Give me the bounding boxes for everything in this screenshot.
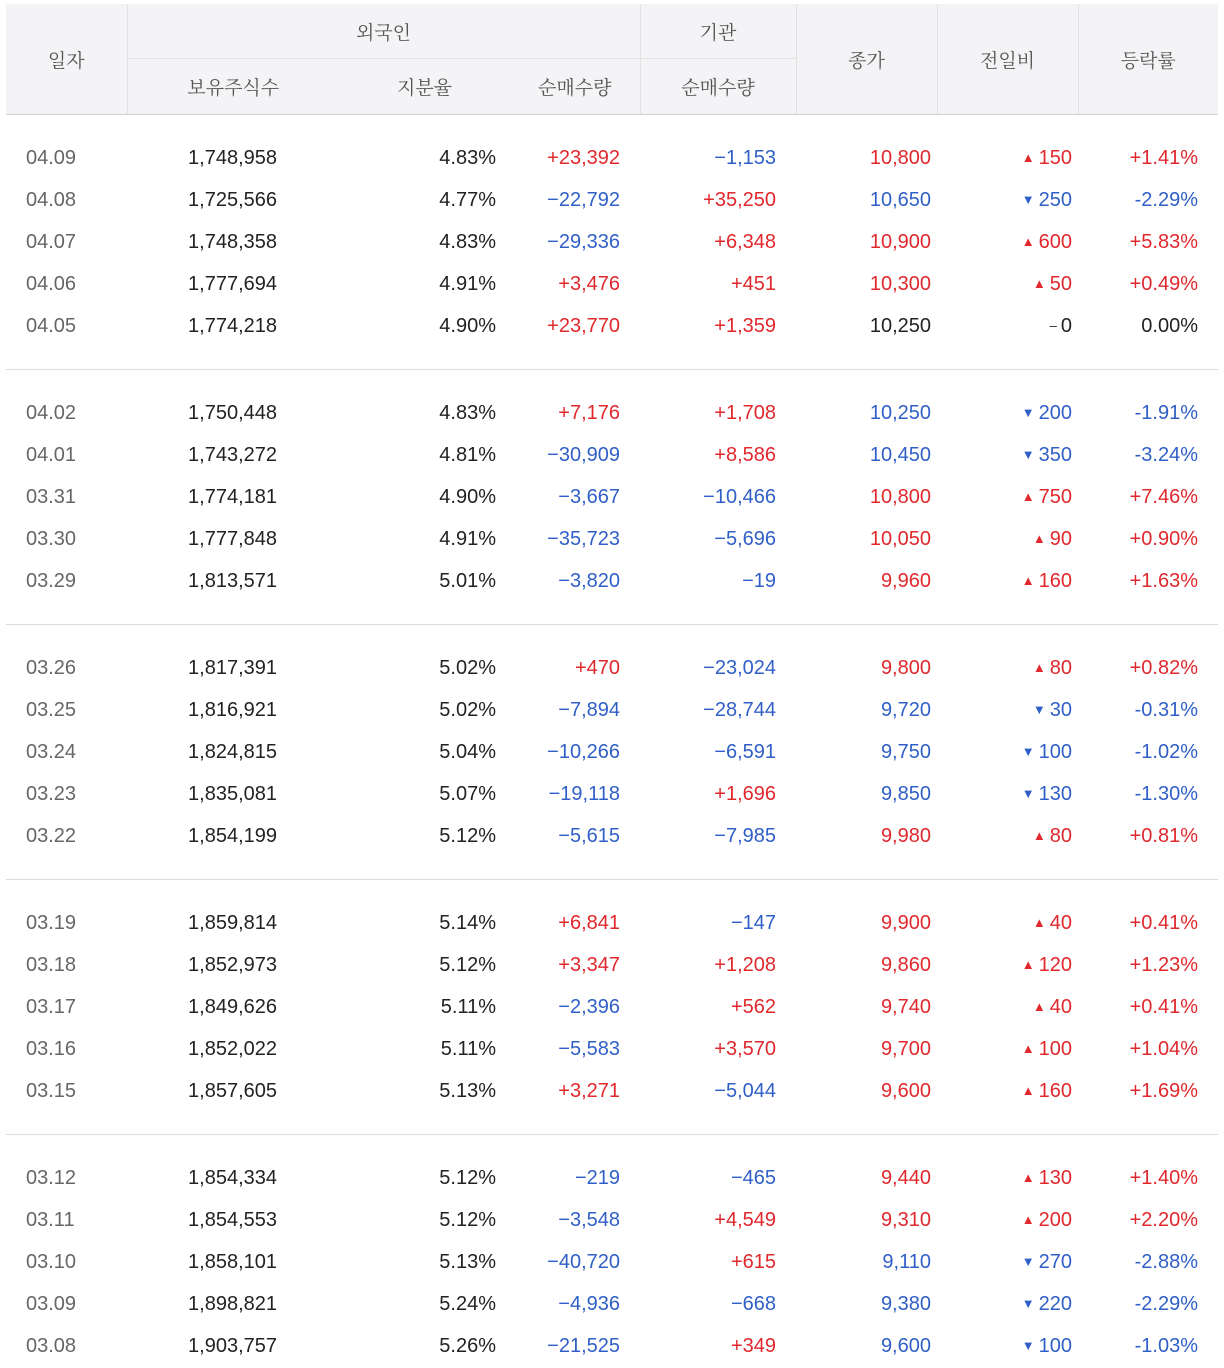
cell-diff <box>937 434 1078 476</box>
table-row[interactable] <box>6 434 1218 476</box>
cell-ratio: 4.91% <box>439 527 496 550</box>
diff-value: 100 <box>1038 740 1072 763</box>
diff-value: 90 <box>1049 527 1072 550</box>
cell-date: 04.07 <box>26 230 77 253</box>
triangle-up-icon: ▲ <box>1021 1082 1035 1098</box>
cell-holdings: 1,903,757 <box>188 1334 277 1357</box>
cell-date: 03.24 <box>26 740 77 763</box>
cell-inst-net: −465 <box>730 1166 776 1189</box>
cell-date: 03.12 <box>26 1166 77 1189</box>
cell-foreign-net: −10,266 <box>547 740 620 763</box>
cell-diff <box>937 1157 1078 1199</box>
cell-date: 03.09 <box>26 1292 77 1315</box>
cell-holdings: 1,859,814 <box>188 911 277 934</box>
cell-holdings: 1,854,553 <box>188 1208 277 1231</box>
header-ratio: 지분율 <box>339 59 510 115</box>
cell-inst-net: −19 <box>742 569 776 592</box>
cell-close: 9,980 <box>880 824 931 847</box>
cell-diff <box>937 305 1078 347</box>
cell-ratio: 5.11% <box>440 995 496 1018</box>
cell-foreign-net: −21,525 <box>547 1334 620 1357</box>
cell-rate: +7.46% <box>1129 485 1198 508</box>
table-row[interactable] <box>6 647 1218 689</box>
diff-value: 130 <box>1038 782 1072 805</box>
cell-close: 10,450 <box>869 443 931 466</box>
table-row[interactable] <box>6 1028 1218 1070</box>
cell-rate: +1.40% <box>1129 1166 1198 1189</box>
diff-value: 160 <box>1038 569 1072 592</box>
cell-diff <box>937 773 1078 815</box>
diff-value: 250 <box>1038 188 1072 211</box>
triangle-down-icon: ▼ <box>1021 1253 1035 1269</box>
cell-ratio: 4.83% <box>439 401 496 424</box>
cell-date: 03.26 <box>26 656 77 679</box>
table-row[interactable] <box>6 392 1218 434</box>
cell-date: 03.25 <box>26 698 77 721</box>
table-row[interactable] <box>6 476 1218 518</box>
cell-diff <box>937 1028 1078 1070</box>
cell-close: 9,720 <box>880 698 931 721</box>
cell-holdings: 1,725,566 <box>188 188 277 211</box>
cell-inst-net: +6,348 <box>714 230 776 253</box>
cell-ratio: 5.02% <box>439 656 496 679</box>
cell-holdings: 1,750,448 <box>188 401 277 424</box>
cell-inst-net: +1,359 <box>714 314 776 337</box>
cell-diff <box>937 1283 1078 1325</box>
cell-ratio: 4.81% <box>439 443 496 466</box>
triangle-down-icon: ▼ <box>1021 785 1035 801</box>
cell-inst-net: +349 <box>730 1334 776 1357</box>
cell-foreign-net: −3,820 <box>558 569 620 592</box>
cell-close: 9,700 <box>880 1037 931 1060</box>
cell-rate: +0.41% <box>1129 911 1198 934</box>
header-institution: 기관 <box>640 4 796 59</box>
cell-ratio: 4.90% <box>439 485 496 508</box>
triangle-up-icon: ▲ <box>1021 149 1035 165</box>
cell-date: 03.19 <box>26 911 77 934</box>
cell-diff <box>937 731 1078 773</box>
cell-close: 10,250 <box>869 401 931 424</box>
cell-close: 9,900 <box>880 911 931 934</box>
cell-foreign-net: +6,841 <box>558 911 620 934</box>
cell-holdings: 1,854,334 <box>188 1166 277 1189</box>
group-spacer <box>6 1135 1218 1158</box>
cell-close: 10,250 <box>869 314 931 337</box>
table-row[interactable] <box>6 221 1218 263</box>
cell-ratio: 5.11% <box>440 1037 496 1060</box>
cell-foreign-net: −30,909 <box>547 443 620 466</box>
cell-ratio: 5.24% <box>439 1292 496 1315</box>
table-row[interactable] <box>6 1157 1218 1199</box>
cell-foreign-net: −19,118 <box>548 782 620 805</box>
cell-inst-net: −6,591 <box>714 740 776 763</box>
cell-close: 9,750 <box>880 740 931 763</box>
cell-ratio: 5.01% <box>439 569 496 592</box>
cell-close: 10,800 <box>869 485 931 508</box>
cell-rate: +0.49% <box>1129 272 1198 295</box>
cell-holdings: 1,824,815 <box>188 740 277 763</box>
cell-diff <box>937 137 1078 179</box>
cell-inst-net: −1,153 <box>714 146 776 169</box>
table-row[interactable] <box>6 560 1218 602</box>
cell-date: 03.29 <box>26 569 77 592</box>
cell-date: 03.17 <box>26 995 77 1018</box>
cell-close: 10,800 <box>869 146 931 169</box>
header-holdings: 보유주식수 <box>127 59 339 115</box>
cell-rate: -2.29% <box>1134 188 1198 211</box>
cell-rate: +1.63% <box>1129 569 1198 592</box>
cell-date: 03.16 <box>26 1037 77 1060</box>
cell-ratio: 5.13% <box>439 1079 496 1102</box>
cell-inst-net: −668 <box>730 1292 776 1315</box>
table-row[interactable] <box>6 263 1218 305</box>
group-spacer <box>6 625 1218 648</box>
table-header <box>6 4 1218 115</box>
cell-holdings: 1,852,973 <box>188 953 277 976</box>
diff-value: 50 <box>1049 272 1072 295</box>
cell-holdings: 1,854,199 <box>188 824 277 847</box>
cell-inst-net: +35,250 <box>703 188 776 211</box>
cell-rate: +5.83% <box>1129 230 1198 253</box>
cell-rate: -2.29% <box>1134 1292 1198 1315</box>
table-row[interactable] <box>6 773 1218 815</box>
cell-diff <box>937 689 1078 731</box>
cell-ratio: 4.77% <box>439 188 496 211</box>
cell-close: 9,380 <box>880 1292 931 1315</box>
cell-close: 10,900 <box>869 230 931 253</box>
triangle-up-icon: ▲ <box>1021 233 1035 249</box>
table-row[interactable] <box>6 1283 1218 1325</box>
cell-holdings: 1,777,848 <box>188 527 277 550</box>
cell-foreign-net: +3,271 <box>558 1079 620 1102</box>
cell-ratio: 5.02% <box>439 698 496 721</box>
cell-date: 03.11 <box>26 1208 75 1231</box>
cell-inst-net: +1,696 <box>714 782 776 805</box>
cell-diff <box>937 815 1078 857</box>
cell-close: 9,600 <box>880 1079 931 1102</box>
cell-inst-net: −10,466 <box>703 485 776 508</box>
cell-date: 03.22 <box>26 824 77 847</box>
cell-foreign-net: +3,476 <box>558 272 620 295</box>
diff-value: 150 <box>1038 146 1072 169</box>
cell-close: 9,310 <box>880 1208 931 1231</box>
cell-foreign-net: −7,894 <box>558 698 620 721</box>
cell-date: 03.30 <box>26 527 77 550</box>
cell-diff <box>937 263 1078 305</box>
triangle-up-icon: ▲ <box>1032 530 1046 546</box>
cell-date: 04.06 <box>26 272 77 295</box>
cell-diff <box>937 1325 1078 1367</box>
cell-inst-net: +562 <box>730 995 776 1018</box>
cell-close: 9,860 <box>880 953 931 976</box>
cell-inst-net: −28,744 <box>703 698 776 721</box>
triangle-down-icon: ▼ <box>1021 1295 1035 1311</box>
triangle-up-icon: ▲ <box>1021 956 1035 972</box>
cell-inst-net: +8,586 <box>714 443 776 466</box>
cell-foreign-net: +23,770 <box>547 314 620 337</box>
cell-close: 10,300 <box>869 272 931 295</box>
cell-rate: +1.41% <box>1129 146 1198 169</box>
cell-date: 03.31 <box>26 485 77 508</box>
cell-ratio: 5.12% <box>439 1208 496 1231</box>
triangle-up-icon: ▲ <box>1021 488 1035 504</box>
diff-value: 220 <box>1038 1292 1072 1315</box>
cell-inst-net: +1,208 <box>714 953 776 976</box>
cell-ratio: 4.91% <box>439 272 496 295</box>
cell-close: 9,800 <box>880 656 931 679</box>
table-row[interactable] <box>6 1070 1218 1112</box>
cell-diff <box>937 221 1078 263</box>
cell-ratio: 5.12% <box>439 824 496 847</box>
cell-holdings: 1,748,958 <box>188 146 277 169</box>
cell-inst-net: −7,985 <box>714 824 776 847</box>
cell-foreign-net: +23,392 <box>547 146 620 169</box>
header-rate: 등락률 <box>1078 4 1218 115</box>
cell-ratio: 5.13% <box>439 1250 496 1273</box>
triangle-up-icon: ▲ <box>1032 659 1046 675</box>
cell-close: 9,850 <box>880 782 931 805</box>
cell-holdings: 1,852,022 <box>188 1037 277 1060</box>
cell-foreign-net: −3,667 <box>558 485 620 508</box>
table-row[interactable] <box>6 944 1218 986</box>
triangle-down-icon: ▼ <box>1021 404 1035 420</box>
cell-rate: -1.03% <box>1134 1334 1198 1357</box>
cell-date: 03.08 <box>26 1334 77 1357</box>
header-inst-net: 순매수량 <box>640 59 796 115</box>
cell-date: 03.18 <box>26 953 77 976</box>
cell-inst-net: −5,044 <box>714 1079 776 1102</box>
triangle-up-icon: ▲ <box>1032 914 1046 930</box>
table-row[interactable] <box>6 1199 1218 1241</box>
group-divider <box>6 1112 1218 1135</box>
cell-foreign-net: +7,176 <box>558 401 620 424</box>
cell-ratio: 5.12% <box>439 953 496 976</box>
table-row[interactable] <box>6 518 1218 560</box>
cell-holdings: 1,857,605 <box>188 1079 277 1102</box>
triangle-up-icon: ▲ <box>1032 998 1046 1014</box>
group-spacer <box>6 880 1218 903</box>
cell-holdings: 1,898,821 <box>188 1292 277 1315</box>
cell-diff <box>937 986 1078 1028</box>
cell-close: 9,740 <box>880 995 931 1018</box>
cell-rate: +1.04% <box>1129 1037 1198 1060</box>
table-row[interactable] <box>6 986 1218 1028</box>
cell-foreign-net: −219 <box>574 1166 620 1189</box>
cell-foreign-net: −2,396 <box>558 995 620 1018</box>
cell-close: 9,600 <box>880 1334 931 1357</box>
table-row[interactable] <box>6 815 1218 857</box>
cell-holdings: 1,777,694 <box>188 272 277 295</box>
diff-value: 350 <box>1038 443 1072 466</box>
cell-diff <box>937 1241 1078 1283</box>
cell-rate: +2.20% <box>1129 1208 1198 1231</box>
table-row[interactable] <box>6 731 1218 773</box>
triangle-up-icon: ▲ <box>1021 1169 1035 1185</box>
cell-inst-net: −23,024 <box>703 656 776 679</box>
cell-holdings: 1,748,358 <box>188 230 277 253</box>
cell-inst-net: +3,570 <box>714 1037 776 1060</box>
table-body <box>6 115 1218 1368</box>
diff-value: 40 <box>1049 995 1072 1018</box>
investor-trading-table <box>6 4 1218 1367</box>
cell-rate: +1.69% <box>1129 1079 1198 1102</box>
cell-close: 10,650 <box>869 188 931 211</box>
group-spacer <box>6 115 1218 138</box>
triangle-up-icon: ▲ <box>1032 827 1046 843</box>
diff-value: 0 <box>1060 314 1072 337</box>
triangle-down-icon: ▼ <box>1021 1337 1035 1353</box>
cell-date: 03.23 <box>26 782 77 805</box>
cell-rate: -1.02% <box>1134 740 1198 763</box>
cell-holdings: 1,743,272 <box>188 443 277 466</box>
cell-inst-net: −147 <box>730 911 776 934</box>
triangle-down-icon: ▼ <box>1021 743 1035 759</box>
diff-value: 200 <box>1038 401 1072 424</box>
cell-foreign-net: −22,792 <box>547 188 620 211</box>
cell-rate: +0.81% <box>1129 824 1198 847</box>
cell-foreign-net: −35,723 <box>547 527 620 550</box>
cell-foreign-net: +470 <box>574 656 620 679</box>
cell-holdings: 1,849,626 <box>188 995 277 1018</box>
cell-close: 10,050 <box>869 527 931 550</box>
cell-rate: -2.88% <box>1134 1250 1198 1273</box>
table-row[interactable] <box>6 137 1218 179</box>
cell-ratio: 5.26% <box>439 1334 496 1357</box>
diff-value: 40 <box>1049 911 1072 934</box>
cell-date: 04.01 <box>26 443 77 466</box>
cell-rate: -0.31% <box>1134 698 1198 721</box>
cell-date: 04.02 <box>26 401 77 424</box>
diff-value: 130 <box>1038 1166 1072 1189</box>
cell-holdings: 1,816,921 <box>188 698 277 721</box>
cell-holdings: 1,817,391 <box>188 656 277 679</box>
diff-value: 30 <box>1049 698 1072 721</box>
cell-ratio: 4.83% <box>439 146 496 169</box>
cell-holdings: 1,858,101 <box>188 1250 277 1273</box>
cell-ratio: 5.14% <box>439 911 496 934</box>
cell-inst-net: +4,549 <box>714 1208 776 1231</box>
table-row[interactable] <box>6 902 1218 944</box>
triangle-up-icon: ▲ <box>1021 572 1035 588</box>
cell-diff <box>937 560 1078 602</box>
cell-diff <box>937 476 1078 518</box>
diff-value: 100 <box>1038 1037 1072 1060</box>
cell-rate: +0.41% <box>1129 995 1198 1018</box>
cell-rate: +1.23% <box>1129 953 1198 976</box>
diff-value: 270 <box>1038 1250 1072 1273</box>
cell-rate: -3.24% <box>1134 443 1198 466</box>
cell-close: 9,110 <box>882 1250 931 1273</box>
cell-foreign-net: −40,720 <box>547 1250 620 1273</box>
diff-value: 600 <box>1038 230 1072 253</box>
cell-diff <box>937 392 1078 434</box>
cell-diff <box>937 1070 1078 1112</box>
header-foreign: 외국인 <box>127 4 640 59</box>
cell-holdings: 1,835,081 <box>188 782 277 805</box>
group-spacer <box>6 370 1218 393</box>
triangle-down-icon: ▼ <box>1021 446 1035 462</box>
table-row[interactable] <box>6 1325 1218 1367</box>
cell-date: 04.08 <box>26 188 77 211</box>
cell-ratio: 5.04% <box>439 740 496 763</box>
cell-foreign-net: +3,347 <box>558 953 620 976</box>
cell-diff <box>937 902 1078 944</box>
diff-value: 120 <box>1038 953 1072 976</box>
header-date: 일자 <box>6 4 127 115</box>
table-row[interactable] <box>6 305 1218 347</box>
cell-diff <box>937 944 1078 986</box>
cell-inst-net: +1,708 <box>714 401 776 424</box>
group-divider <box>6 347 1218 370</box>
diff-value: 80 <box>1049 656 1072 679</box>
cell-ratio: 5.07% <box>439 782 496 805</box>
diff-value: 200 <box>1038 1208 1072 1231</box>
table-row[interactable] <box>6 689 1218 731</box>
triangle-up-icon: ▲ <box>1021 1211 1035 1227</box>
header-diff: 전일비 <box>937 4 1078 115</box>
triangle-down-icon: ▼ <box>1021 191 1035 207</box>
cell-foreign-net: −5,583 <box>558 1037 620 1060</box>
cell-ratio: 4.90% <box>439 314 496 337</box>
cell-diff <box>937 518 1078 560</box>
diff-value: 80 <box>1049 824 1072 847</box>
cell-rate: +0.82% <box>1129 656 1198 679</box>
cell-inst-net: +451 <box>730 272 776 295</box>
cell-inst-net: −5,696 <box>714 527 776 550</box>
cell-close: 9,960 <box>880 569 931 592</box>
cell-date: 03.10 <box>26 1250 77 1273</box>
cell-holdings: 1,813,571 <box>188 569 277 592</box>
cell-date: 03.15 <box>26 1079 77 1102</box>
cell-ratio: 4.83% <box>439 230 496 253</box>
table-row[interactable] <box>6 1241 1218 1283</box>
header-foreign-net: 순매수량 <box>510 59 640 115</box>
diff-value: 160 <box>1038 1079 1072 1102</box>
diff-value: 750 <box>1038 485 1072 508</box>
header-close: 종가 <box>796 4 937 115</box>
diff-value: 100 <box>1038 1334 1072 1357</box>
cell-diff <box>937 1199 1078 1241</box>
cell-date: 04.05 <box>26 314 77 337</box>
group-divider <box>6 857 1218 880</box>
triangle-up-icon: ▲ <box>1032 275 1046 291</box>
cell-diff <box>937 647 1078 689</box>
cell-holdings: 1,774,181 <box>188 485 277 508</box>
cell-foreign-net: −29,336 <box>547 230 620 253</box>
triangle-down-icon: ▼ <box>1032 701 1046 717</box>
cell-rate: +0.90% <box>1129 527 1198 550</box>
cell-inst-net: +615 <box>730 1250 776 1273</box>
cell-rate: -1.30% <box>1134 782 1198 805</box>
cell-foreign-net: −4,936 <box>558 1292 620 1315</box>
triangle-up-icon: ▲ <box>1021 1040 1035 1056</box>
cell-foreign-net: −3,548 <box>558 1208 620 1231</box>
cell-diff <box>937 179 1078 221</box>
dash-icon: – <box>1049 317 1057 333</box>
cell-date: 04.09 <box>26 146 77 169</box>
cell-close: 9,440 <box>880 1166 931 1189</box>
cell-foreign-net: −5,615 <box>558 824 620 847</box>
group-divider <box>6 602 1218 625</box>
table-row[interactable] <box>6 179 1218 221</box>
cell-rate: -1.91% <box>1134 401 1198 424</box>
cell-ratio: 5.12% <box>439 1166 496 1189</box>
cell-rate: 0.00% <box>1141 314 1198 337</box>
cell-holdings: 1,774,218 <box>188 314 277 337</box>
